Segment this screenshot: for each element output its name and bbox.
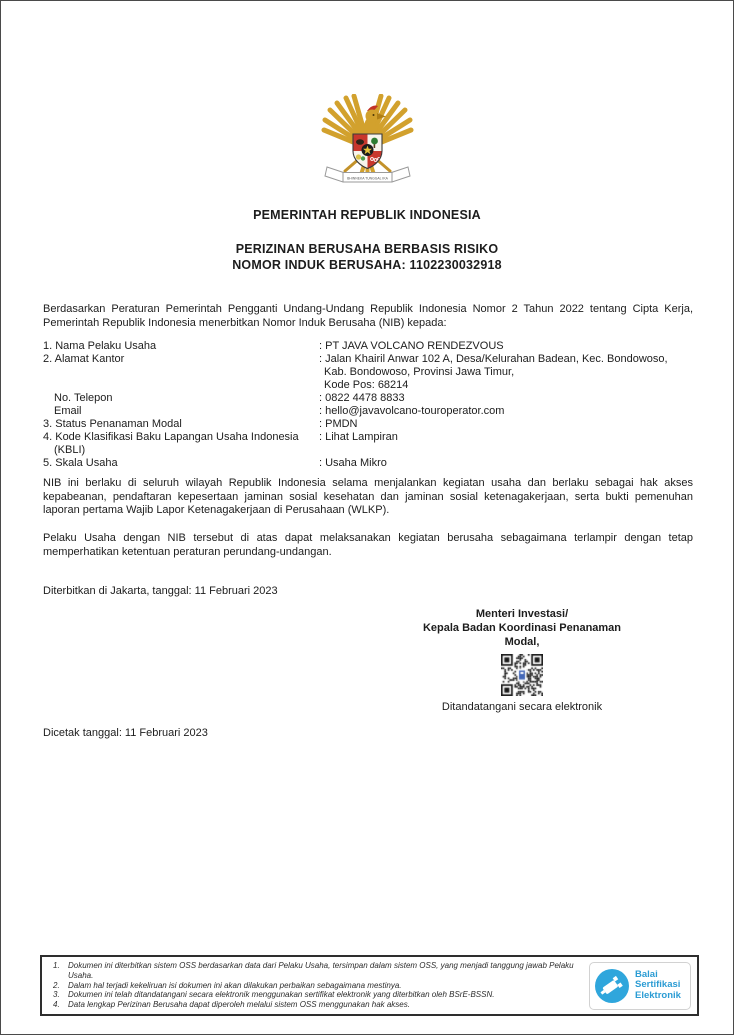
field-row-kbli (43, 431, 693, 457)
field-value-line: Kab. Bondowoso, Provinsi Jawa Timur, (324, 366, 515, 378)
signature-block (411, 607, 633, 714)
document-title (1, 241, 733, 273)
field-list (43, 340, 693, 470)
document-title-line1: PERIZINAN BERUSAHA BERBASIS RISIKO (235, 242, 499, 256)
note-number: 4. (53, 1000, 60, 1010)
footer-note (46, 961, 581, 981)
note-number: 3. (53, 990, 60, 1000)
bse-logo-line1: Balai (635, 968, 658, 980)
bse-logo-text (635, 970, 681, 1002)
validity-paragraph: NIB ini berlaku di seluruh wilayah Republik Indonesia selama menjalankan kegiatan usaha dan berlaku sebagai hak akses kepabeanan, pendaftaran kepesertaan jaminan sosial kesehatan dan jaminan sosial ketenagakerjaan, serta bukti pemenuhan laporan pertama Wajib Lapor Ketenagakerjaan di Perusahaan (WLKP). (43, 477, 693, 516)
signatory-title-line2: Kepala Badan Koordinasi Penanaman Modal, (422, 622, 622, 648)
footer-note (46, 981, 581, 991)
nib-number-line: NOMOR INDUK BERUSAHA: 1102230032918 (232, 258, 502, 272)
emblem-motto: BHINNEKA TUNGGAL IKA (346, 176, 388, 181)
bse-logo-line3: Elektronik (635, 989, 681, 1001)
garuda-pancasila-emblem (319, 94, 416, 188)
field-label (43, 431, 319, 457)
field-label: 5. Skala Usaha (43, 457, 118, 469)
note-text: Data lengkap Perizinan Berusaha dapat diperoleh melalui sistem OSS menggunakan hak akses. (68, 1000, 410, 1010)
field-label: 1. Nama Pelaku Usaha (43, 340, 157, 352)
note-number: 1. (53, 961, 60, 970)
field-value-line: : Lihat Lampiran (319, 431, 398, 443)
note-number: 2. (53, 980, 60, 990)
field-value-line: : Usaha Mikro (319, 457, 387, 469)
field-value (319, 340, 693, 353)
bse-logo-card (589, 962, 691, 1010)
field-row-alamat-kantor (43, 353, 693, 392)
field-label: 3. Status Penanaman Modal (43, 418, 182, 430)
note-text: Dokumen ini diterbitkan sistem OSS berdasarkan data dari Pelaku Usaha, tersimpan dalam sistem OSS, yang menjadi tanggung jawab Pelaku Usaha. (68, 961, 574, 980)
field-row-nama-pelaku-usaha (43, 340, 693, 353)
bse-logo-icon (594, 968, 630, 1004)
field-value-line: : PMDN (319, 418, 358, 430)
field-row-no-telepon (43, 392, 693, 405)
note-text: Dokumen ini telah ditandatangani secara elektronik menggunakan sertifikat elektronik yang diterbitkan oleh BSrE-BSSN. (68, 990, 495, 1000)
electronic-signature-note: Ditandatangani secara elektronik (441, 701, 603, 713)
field-value (319, 431, 693, 457)
field-label: Email (54, 405, 82, 417)
printed-date-line: Dicetak tanggal: 11 Februari 2023 (43, 727, 208, 739)
field-label: 2. Alamat Kantor (43, 353, 125, 365)
footer-note (46, 990, 581, 1000)
field-value-line: : PT JAVA VOLCANO RENDEZVOUS (319, 340, 504, 352)
note-text: Dalam hal terjadi kekeliruan isi dokumen ini akan dilakukan perbaikan sebagaimana mestinya. (68, 980, 402, 990)
footer-note (46, 1000, 581, 1010)
field-value-line: : 0822 4478 8833 (319, 392, 405, 404)
field-value (319, 392, 693, 405)
field-value (319, 457, 693, 470)
field-label-line: (KBLI) (54, 444, 86, 456)
field-row-email (43, 405, 693, 418)
field-value-line: : Jalan Khairil Anwar 102 A, Desa/Kelurahan Badean, Kec. Bondowoso, (319, 353, 668, 365)
field-label: No. Telepon (54, 392, 113, 404)
issued-line: Diterbitkan di Jakarta, tanggal: 11 Februari 2023 (43, 585, 278, 597)
field-value (319, 418, 693, 431)
closing-paragraph: Pelaku Usaha dengan NIB tersebut di atas dapat melaksanakan kegiatan berusaha sebagaimana terlampir dengan tetap memperhatikan ketentuan peraturan perundang-undangan. (43, 532, 693, 558)
government-title: PEMERINTAH REPUBLIK INDONESIA (253, 208, 481, 222)
field-value (319, 353, 693, 392)
field-row-skala-usaha (43, 457, 693, 470)
qr-code (501, 654, 543, 696)
signatory-title-line1: Menteri Investasi/ (475, 608, 569, 620)
footer-notes (46, 961, 589, 1010)
field-value-line: Kode Pos: 68214 (324, 379, 409, 391)
footer-disclaimer-box (40, 955, 699, 1016)
field-value-line: : hello@javavolcano-touroperator.com (319, 405, 505, 417)
field-value (319, 405, 693, 418)
intro-paragraph: Berdasarkan Peraturan Pemerintah Pengganti Undang-Undang Republik Indonesia Nomor 2 Tahun 2022 tentang Cipta Kerja, Pemerintah Republik Indonesia menerbitkan Nomor Induk Berusaha (NIB) kepada: (43, 303, 693, 329)
field-row-status-penanaman-modal (43, 418, 693, 431)
bse-logo-line2: Sertifikasi (635, 979, 681, 991)
emblem-container (1, 94, 733, 188)
field-label-line: 4. Kode Klasifikasi Baku Lapangan Usaha Indonesia (43, 431, 299, 443)
